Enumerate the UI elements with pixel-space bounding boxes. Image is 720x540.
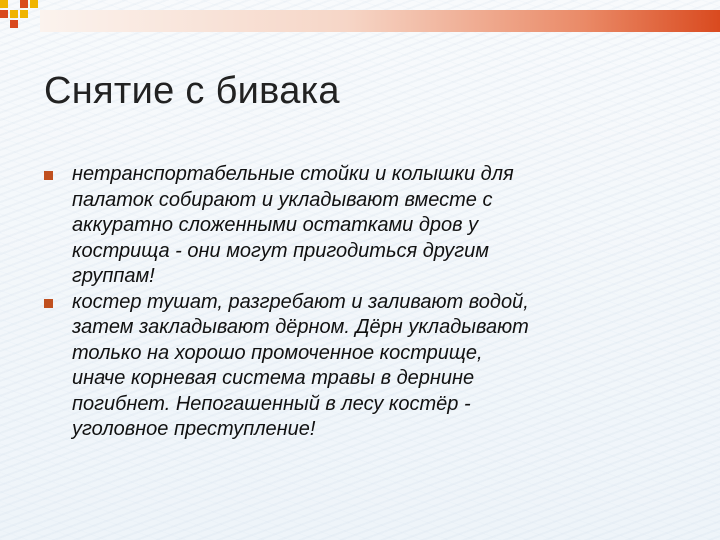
- bullet-list: [44, 162, 684, 443]
- header-gradient-bar: [40, 10, 720, 32]
- square-bullet-icon: [44, 171, 53, 180]
- list-item: [44, 290, 684, 443]
- bullet-text: нетранспортабельные стойки и колышки для палаток собирают и укладывают вместе с аккуратно сложенными остатками дров у кострища - они могут пригодиться другим группам!: [72, 163, 514, 287]
- checkmark-logo-icon: [0, 0, 40, 40]
- bullet-text: костер тушат, разгребают и заливают водой, затем закладывают дёрном. Дёрн укладывают только на хорошо промоченное кострище, иначе корневая система травы в дернине погибнет. Непогашенный в лесу костёр - уголовное преступление!: [72, 290, 529, 440]
- square-bullet-icon: [44, 299, 53, 308]
- slide-title: Снятие с бивака: [44, 70, 340, 112]
- list-item: [44, 162, 684, 290]
